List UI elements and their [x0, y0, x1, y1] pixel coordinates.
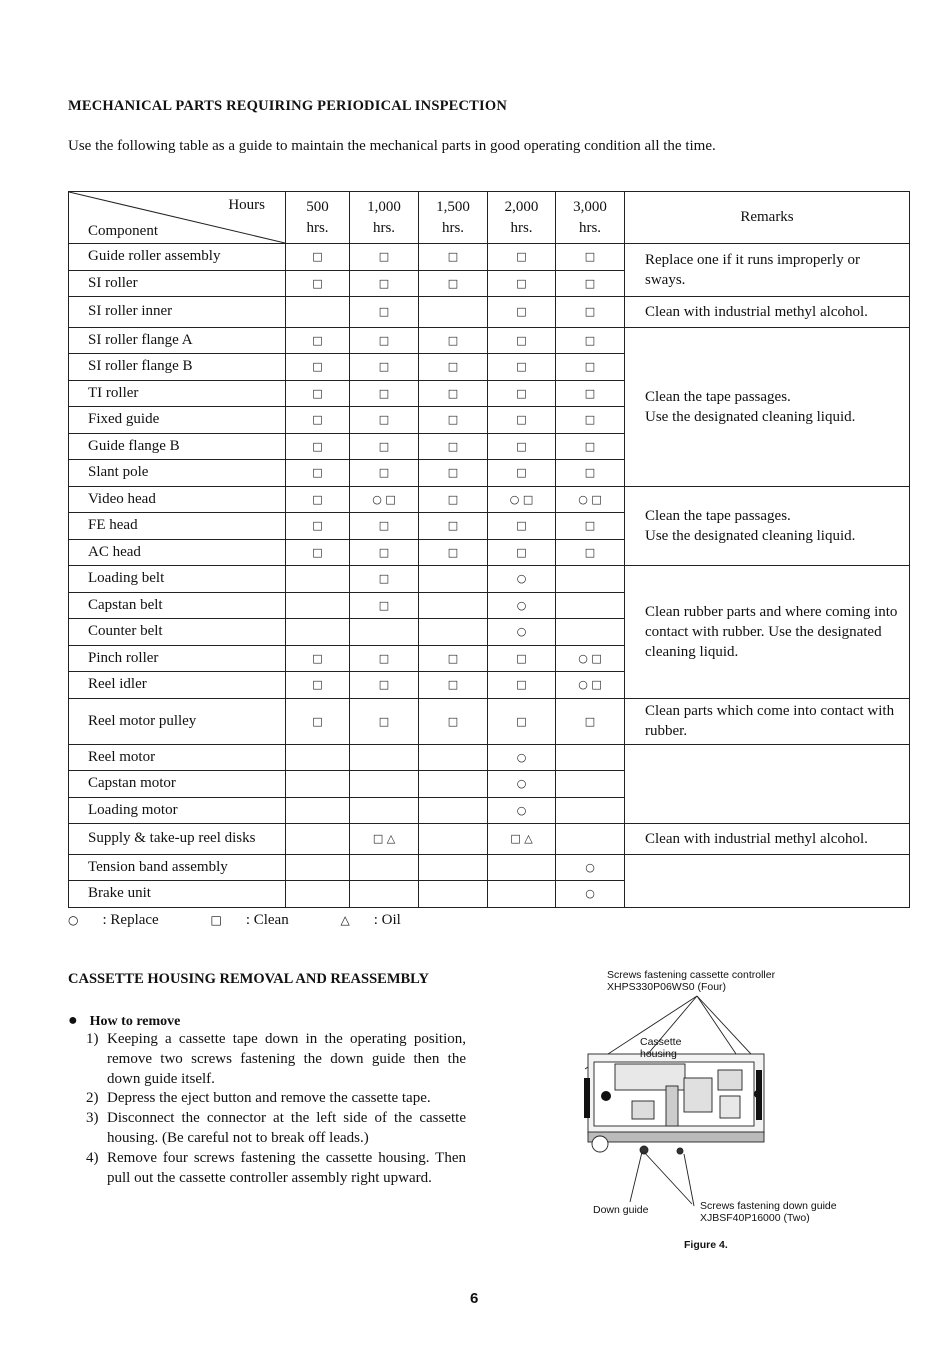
mark-cell: ○ □ [556, 645, 625, 672]
mark-cell: □ △ [350, 824, 419, 855]
mark-cell: □ [488, 407, 556, 434]
remarks-cell: Clean with industrial methyl alcohol. [625, 297, 910, 328]
mark-cell: □ [419, 327, 488, 354]
table-row [69, 854, 910, 881]
mark-cell: □ [488, 645, 556, 672]
intro-paragraph: Use the following table as a guide to maintain the mechanical parts in good operating condition all the time. [68, 138, 716, 154]
remarks-cell: Clean the tape passages. Use the designated cleaning liquid. [625, 486, 910, 566]
mark-cell: □ [419, 539, 488, 566]
col-header-3000: 3,000 hrs. [556, 192, 625, 244]
mark-cell [556, 824, 625, 855]
figure-top-label: Screws fastening cassette controller XHPS330P06WS0 (Four) [607, 969, 776, 993]
mark-cell: □ [556, 407, 625, 434]
mark-cell: □ [350, 672, 419, 699]
remarks-cell: Clean the tape passages. Use the designated cleaning liquid. [625, 327, 910, 486]
component-cell: Fixed guide [69, 407, 286, 434]
mark-cell [419, 881, 488, 908]
figure-4 [580, 966, 920, 1256]
table-row [69, 297, 910, 328]
mark-cell: □ [488, 433, 556, 460]
hours-label: Hours [228, 197, 265, 213]
mark-cell: □ [419, 513, 488, 540]
remarks-cell-empty [625, 854, 910, 907]
mark-cell [419, 744, 488, 771]
component-cell: Reel motor [69, 744, 286, 771]
mark-cell [556, 797, 625, 824]
mark-cell: □ [488, 672, 556, 699]
mark-cell [419, 771, 488, 798]
mark-cell: □ [419, 270, 488, 297]
component-cell: Slant pole [69, 460, 286, 487]
component-label: Component [88, 223, 158, 239]
mark-cell [286, 771, 350, 798]
cassette-housing-label: Cassette housing [640, 1036, 682, 1060]
mark-cell: ○ [488, 566, 556, 593]
figure-bottom-label: Screws fastening down guide XJBSF40P16000 (Two) [700, 1200, 837, 1224]
mark-cell: □ [419, 645, 488, 672]
component-cell: SI roller [69, 270, 286, 297]
mark-cell: □ [556, 433, 625, 460]
table-row [69, 566, 910, 593]
mark-cell [419, 619, 488, 646]
bullet-icon: ● [68, 1012, 78, 1029]
mark-cell [419, 854, 488, 881]
remarks-cell: Clean with industrial methyl alcohol. [625, 824, 910, 855]
component-cell: SI roller flange A [69, 327, 286, 354]
mark-cell [350, 619, 419, 646]
mark-cell: □ [419, 460, 488, 487]
mark-cell [286, 824, 350, 855]
mark-cell: □ [350, 433, 419, 460]
mark-cell: □ [556, 244, 625, 271]
mark-cell [556, 566, 625, 593]
legend-oil: △ : Oil [340, 912, 401, 928]
table-row [69, 327, 910, 354]
mark-cell: □ [419, 244, 488, 271]
mark-cell [286, 881, 350, 908]
mark-cell: □ [556, 270, 625, 297]
component-cell: Guide roller assembly [69, 244, 286, 271]
mark-cell: □ [286, 513, 350, 540]
mark-cell: □ [286, 327, 350, 354]
component-cell: Tension band assembly [69, 854, 286, 881]
mark-cell: □ [350, 592, 419, 619]
mark-cell: □ [488, 297, 556, 328]
mark-cell: □ [350, 270, 419, 297]
component-cell: Guide flange B [69, 433, 286, 460]
mark-cell: □ [419, 433, 488, 460]
page-number: 6 [470, 1290, 479, 1307]
mark-cell: □ [286, 460, 350, 487]
mark-cell: □ [286, 486, 350, 513]
mark-cell: □ [488, 327, 556, 354]
mark-cell: □ [488, 539, 556, 566]
removal-steps [86, 1030, 466, 1188]
mark-cell [556, 619, 625, 646]
mark-cell [556, 744, 625, 771]
figure-caption: Figure 4. [684, 1239, 728, 1251]
mark-cell: □ [419, 354, 488, 381]
section-title-inspection: MECHANICAL PARTS REQUIRING PERIODICAL INSPECTION [68, 98, 508, 114]
mark-cell: □ [286, 407, 350, 434]
mark-cell [350, 797, 419, 824]
remarks-cell-empty [625, 744, 910, 824]
inspection-table [68, 191, 910, 908]
component-cell: FE head [69, 513, 286, 540]
mark-cell: ○ □ [556, 672, 625, 699]
mark-cell: □ △ [488, 824, 556, 855]
mark-cell: □ [419, 486, 488, 513]
col-header-1000: 1,000 hrs. [350, 192, 419, 244]
mark-cell [419, 797, 488, 824]
mark-cell: ○ □ [488, 486, 556, 513]
mark-cell: ○ □ [556, 486, 625, 513]
col-header-500: 500 hrs. [286, 192, 350, 244]
mark-cell: ○ [488, 592, 556, 619]
component-cell: SI roller flange B [69, 354, 286, 381]
mark-cell [350, 771, 419, 798]
table-row [69, 744, 910, 771]
mark-cell [286, 566, 350, 593]
legend-replace: ○ : Replace [68, 912, 159, 928]
remarks-cell: Clean parts which come into contact with rubber. [625, 698, 910, 744]
mark-cell: □ [419, 698, 488, 744]
legend [68, 912, 449, 929]
mark-cell: □ [488, 244, 556, 271]
mark-cell [488, 854, 556, 881]
component-cell: Video head [69, 486, 286, 513]
mark-cell: □ [556, 380, 625, 407]
component-cell: Pinch roller [69, 645, 286, 672]
step-item: 4) Remove four screws fastening the cassette housing. Then pull out the cassette controller assembly right upward. [86, 1149, 466, 1186]
table-row [69, 244, 910, 271]
mark-cell [488, 881, 556, 908]
component-cell: AC head [69, 539, 286, 566]
step-item: 3) Disconnect the connector at the left side of the cassette housing. (Be careful not to break off leads.) [86, 1110, 466, 1146]
component-cell: SI roller inner [69, 297, 286, 328]
component-cell: Reel motor pulley [69, 698, 286, 744]
mark-cell [286, 854, 350, 881]
mark-cell: ○ [556, 881, 625, 908]
mark-cell [286, 744, 350, 771]
mark-cell: □ [286, 244, 350, 271]
mark-cell [350, 881, 419, 908]
mark-cell: □ [286, 698, 350, 744]
mark-cell: □ [350, 380, 419, 407]
mark-cell: □ [350, 513, 419, 540]
mark-cell: □ [286, 645, 350, 672]
mark-cell [419, 297, 488, 328]
mark-cell: □ [556, 354, 625, 381]
mark-cell: □ [350, 698, 419, 744]
mark-cell: □ [286, 539, 350, 566]
remarks-cell: Clean rubber parts and where coming into contact with rubber. Use the designated cleaning liquid. [625, 566, 910, 699]
mark-cell: □ [350, 407, 419, 434]
mark-cell: ○ [556, 854, 625, 881]
component-cell: Counter belt [69, 619, 286, 646]
mark-cell: □ [488, 698, 556, 744]
mark-cell [286, 797, 350, 824]
down-guide-label: Down guide [593, 1204, 649, 1216]
mark-cell: ○ [488, 797, 556, 824]
mark-cell [419, 592, 488, 619]
mark-cell [286, 592, 350, 619]
mark-cell: □ [419, 672, 488, 699]
mark-cell: □ [488, 270, 556, 297]
mark-cell: □ [488, 354, 556, 381]
mark-cell: □ [286, 672, 350, 699]
mark-cell: □ [488, 460, 556, 487]
mark-cell [556, 592, 625, 619]
component-cell: Loading belt [69, 566, 286, 593]
mark-cell: ○ [488, 744, 556, 771]
mark-cell: ○ □ [350, 486, 419, 513]
mark-cell: □ [556, 327, 625, 354]
remarks-header: Remarks [625, 192, 910, 244]
table-row [69, 486, 910, 513]
mark-cell: □ [556, 698, 625, 744]
step-item: 1) Keeping a cassette tape down in the operating position, remove two screws fastening the down guide then the down guide itself. [86, 1031, 466, 1087]
component-cell: Brake unit [69, 881, 286, 908]
table-row [69, 824, 910, 855]
table-row [69, 698, 910, 744]
component-cell: Loading motor [69, 797, 286, 824]
mark-cell: □ [556, 297, 625, 328]
remarks-cell: Replace one if it runs improperly or sways. [625, 244, 910, 297]
how-to-remove-heading: ● How to remove [68, 1012, 181, 1029]
mark-cell: ○ [488, 771, 556, 798]
mark-cell: □ [286, 380, 350, 407]
mark-cell: □ [488, 513, 556, 540]
mark-cell [419, 824, 488, 855]
mark-cell: □ [350, 354, 419, 381]
mark-cell [286, 619, 350, 646]
mark-cell: □ [419, 407, 488, 434]
mark-cell: □ [286, 270, 350, 297]
mark-cell: □ [350, 566, 419, 593]
mark-cell [556, 771, 625, 798]
component-cell: TI roller [69, 380, 286, 407]
component-cell: Capstan belt [69, 592, 286, 619]
mark-cell: □ [350, 539, 419, 566]
mark-cell: □ [286, 354, 350, 381]
mark-cell [419, 566, 488, 593]
col-header-2000: 2,000 hrs. [488, 192, 556, 244]
mark-cell [350, 744, 419, 771]
mark-cell: □ [350, 460, 419, 487]
mark-cell: ○ [488, 619, 556, 646]
col-header-1500: 1,500 hrs. [419, 192, 488, 244]
component-cell: Reel idler [69, 672, 286, 699]
legend-clean: □ : Clean [210, 912, 289, 928]
corner-header [69, 192, 286, 244]
section-title-cassette-housing: CASSETTE HOUSING REMOVAL AND REASSEMBLY [68, 971, 429, 987]
mark-cell: □ [419, 380, 488, 407]
mark-cell: □ [488, 380, 556, 407]
mark-cell: □ [556, 539, 625, 566]
mark-cell: □ [286, 433, 350, 460]
mark-cell: □ [350, 297, 419, 328]
mark-cell [350, 854, 419, 881]
mark-cell: □ [350, 244, 419, 271]
mark-cell: □ [350, 327, 419, 354]
component-cell: Capstan motor [69, 771, 286, 798]
mark-cell: □ [556, 460, 625, 487]
mark-cell: □ [350, 645, 419, 672]
component-cell: Supply & take-up reel disks [69, 824, 286, 855]
mark-cell: □ [556, 513, 625, 540]
mark-cell [286, 297, 350, 328]
step-item: 2) Depress the eject button and remove the cassette tape. [86, 1090, 431, 1107]
